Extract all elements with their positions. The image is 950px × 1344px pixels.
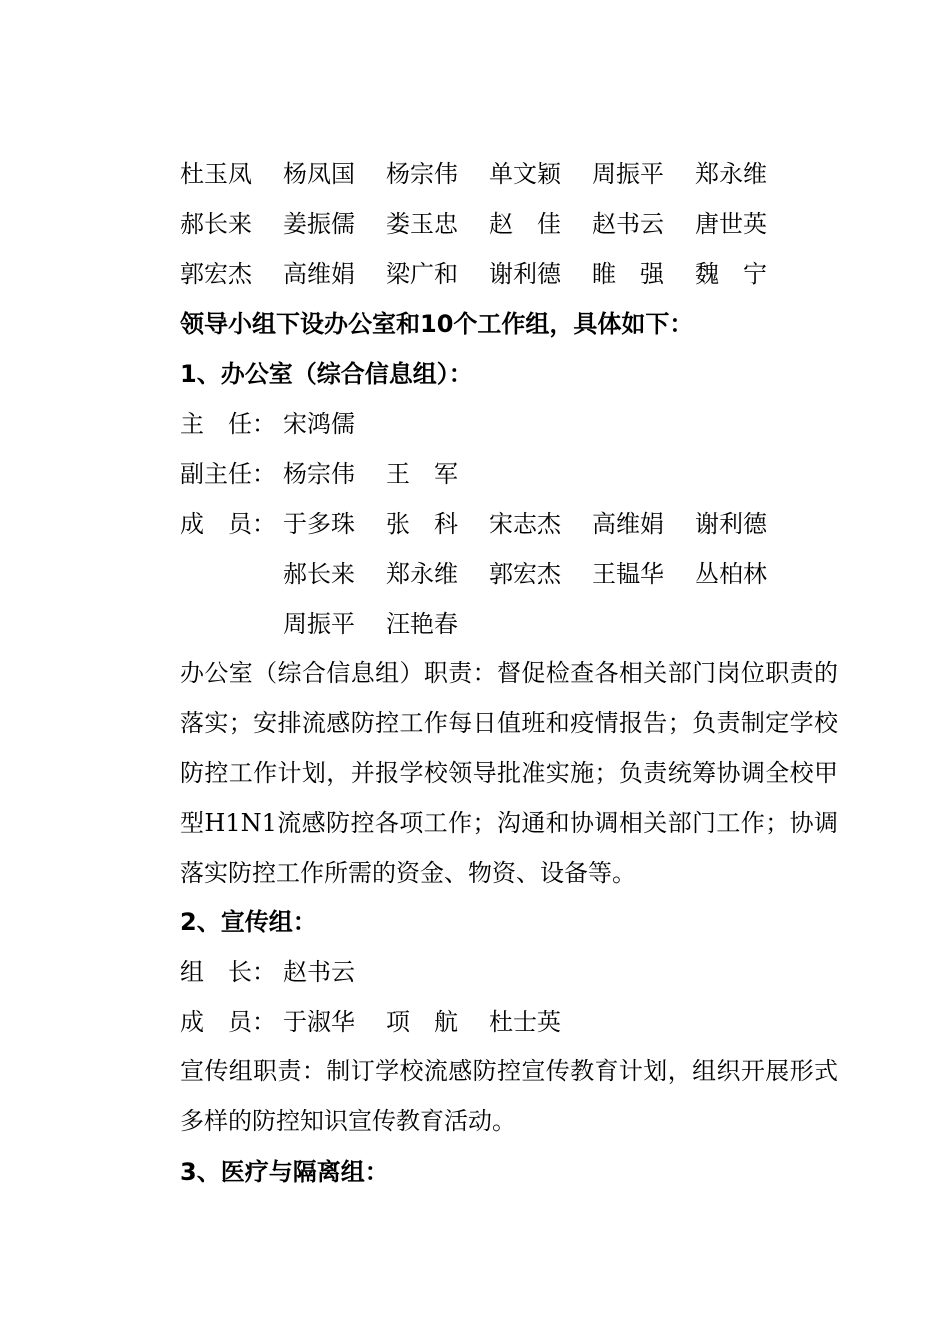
person-name: 赵 佳 xyxy=(489,210,561,238)
person-name: 高维娟 xyxy=(283,260,355,288)
name-row-2 xyxy=(180,207,798,241)
person-name: 赵书云 xyxy=(283,958,355,986)
office-members-row-2 xyxy=(283,557,798,591)
publicity-heading: 2、宣传组： xyxy=(180,908,317,936)
person-name: 高维娟 xyxy=(592,510,664,538)
person-name: 谢利德 xyxy=(695,510,767,538)
office-heading: 1、办公室（综合信息组）： xyxy=(180,360,473,388)
person-name: 睢 强 xyxy=(592,260,664,288)
office-deputy-row xyxy=(180,457,489,491)
person-name: 汪艳春 xyxy=(386,610,458,638)
person-name: 单文颖 xyxy=(489,160,561,188)
intro-text: 领导小组下设办公室和10个工作组，具体如下： xyxy=(180,310,694,338)
person-name: 郑永维 xyxy=(695,160,767,188)
person-name: 杜玉凤 xyxy=(180,160,252,188)
publicity-leader-row xyxy=(180,955,386,989)
name-row-1 xyxy=(180,157,798,191)
person-name: 宋志杰 xyxy=(489,510,561,538)
publicity-duty-paragraph xyxy=(128,1046,838,1146)
person-name: 宋鸿儒 xyxy=(283,410,355,438)
person-name: 梁广和 xyxy=(386,260,458,288)
person-name: 杜士英 xyxy=(489,1008,561,1036)
person-name: 周振平 xyxy=(592,160,664,188)
person-name: 张 科 xyxy=(386,510,458,538)
person-name: 郑永维 xyxy=(386,560,458,588)
person-name: 于多珠 xyxy=(283,510,355,538)
person-name: 周振平 xyxy=(283,610,355,638)
person-name: 唐世英 xyxy=(695,210,767,238)
members-label: 成 员： xyxy=(180,510,276,538)
person-name: 郝长来 xyxy=(283,560,355,588)
director-label: 主 任： xyxy=(180,410,276,438)
person-name: 郝长来 xyxy=(180,210,252,238)
person-name: 郭宏杰 xyxy=(489,560,561,588)
publicity-duty-text: 宣传组职责：制订学校流感防控宣传教育计划，组织开展形式多样的防控知识宣传教育活动。 xyxy=(180,1057,838,1135)
deputy-label: 副主任： xyxy=(180,460,276,488)
person-name: 赵书云 xyxy=(592,210,664,238)
person-name: 杨凤国 xyxy=(283,160,355,188)
person-name: 丛柏林 xyxy=(695,560,767,588)
person-name: 谢利德 xyxy=(489,260,561,288)
person-name: 王 军 xyxy=(386,460,458,488)
person-name: 杨宗伟 xyxy=(283,460,355,488)
person-name: 王韫华 xyxy=(592,560,664,588)
office-duty-paragraph xyxy=(128,648,838,898)
name-row-3 xyxy=(180,257,798,291)
person-name: 姜振儒 xyxy=(283,210,355,238)
person-name: 项 航 xyxy=(386,1008,458,1036)
person-name: 于淑华 xyxy=(283,1008,355,1036)
person-name: 娄玉忠 xyxy=(386,210,458,238)
publicity-members-row xyxy=(180,1005,592,1039)
office-director-row xyxy=(180,407,386,441)
person-name: 魏 宁 xyxy=(695,260,767,288)
person-name: 杨宗伟 xyxy=(386,160,458,188)
office-members-row-1 xyxy=(180,507,798,541)
person-name: 郭宏杰 xyxy=(180,260,252,288)
office-duty-text: 办公室（综合信息组）职责：督促检查各相关部门岗位职责的落实；安排流感防控工作每日值班和疫情报告；负责制定学校防控工作计划，并报学校领导批准实施；负责统筹协调全校甲型H1N1流感防控各项工作；沟通和协调相关部门工作；协调落实防控工作所需的资金、物资、设备等。 xyxy=(180,659,838,887)
medical-heading: 3、医疗与隔离组： xyxy=(180,1158,389,1186)
members-label: 成 员： xyxy=(180,1008,276,1036)
office-members-row-3 xyxy=(283,607,489,641)
leader-label: 组 长： xyxy=(180,958,276,986)
